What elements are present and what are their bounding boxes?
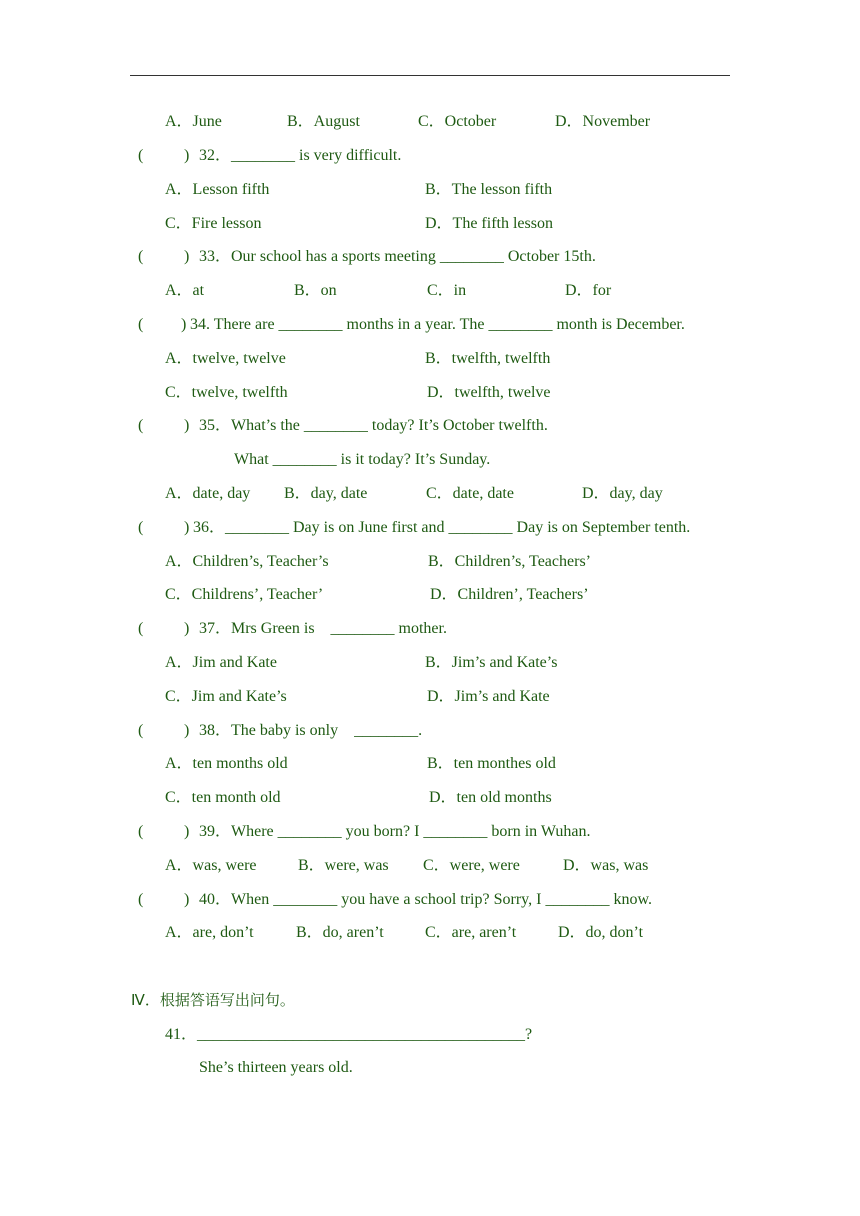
- q34-option-d: D．twelfth, twelve: [427, 384, 551, 401]
- q32-answer-paren-open: (: [138, 147, 144, 164]
- q34-option-b: B．twelfth, twelfth: [425, 350, 551, 367]
- q31-option-a: A．June: [165, 113, 222, 130]
- q41-answer: She’s thirteen years old.: [199, 1059, 353, 1076]
- q33-option-a: A．at: [165, 282, 205, 299]
- q33-answer-paren-open: (: [138, 248, 144, 265]
- q32-question: 32．________ is very difficult.: [199, 147, 402, 164]
- q36-answer-paren-close: ): [184, 519, 190, 536]
- q36-option-c: C．Childrens’, Teacher’: [165, 586, 324, 603]
- q37-option-b: B．Jim’s and Kate’s: [425, 654, 558, 671]
- q39-answer-paren-open: (: [138, 823, 144, 840]
- q34-option-c: C．twelve, twelfth: [165, 384, 288, 401]
- q32-option-c: C．Fire lesson: [165, 215, 262, 232]
- q40-question: 40．When ________ you have a school trip? Sorry, I ________ know.: [199, 891, 652, 908]
- q36-option-a: A．Children’s, Teacher’s: [165, 553, 329, 570]
- q35-answer-paren-close: ): [184, 417, 190, 434]
- q34-answer-paren-close: ): [181, 316, 187, 333]
- q31-option-d: D．November: [555, 113, 651, 130]
- q40-option-a: A．are, don’t: [165, 924, 254, 941]
- q37-answer-paren-open: (: [138, 620, 144, 637]
- q40-option-d: D．do, don’t: [558, 924, 644, 941]
- q37-option-d: D．Jim’s and Kate: [427, 688, 550, 705]
- q40-answer-paren-open: (: [138, 891, 144, 908]
- header-rule: [130, 75, 730, 76]
- q33-option-c: C．in: [427, 282, 467, 299]
- q35-answer-paren-open: (: [138, 417, 144, 434]
- q32-option-b: B．The lesson fifth: [425, 181, 553, 198]
- q38-option-a: A．ten months old: [165, 755, 288, 772]
- q38-option-b: B．ten monthes old: [427, 755, 556, 772]
- q36-question: 36．________ Day is on June first and ________ Day is on September tenth.: [193, 519, 691, 536]
- q35-option-c: C．date, date: [426, 485, 514, 502]
- q38-option-d: D．ten old months: [429, 789, 552, 806]
- q37-question: 37．Mrs Green is ________ mother.: [199, 620, 447, 637]
- q35-option-d: D．day, day: [582, 485, 663, 502]
- q32-option-a: A．Lesson fifth: [165, 181, 270, 198]
- q39-option-c: C．were, were: [423, 857, 520, 874]
- q36-answer-paren-open: (: [138, 519, 144, 536]
- q38-answer-paren-close: ): [184, 722, 190, 739]
- q35-question: 35．What’s the ________ today? It’s October twelfth.: [199, 417, 548, 434]
- q39-question: 39．Where ________ you born? I ________ born in Wuhan.: [199, 823, 591, 840]
- q36-option-b: B．Children’s, Teachers’: [428, 553, 591, 570]
- q32-answer-paren-close: ): [184, 147, 190, 164]
- q38-option-c: C．ten month old: [165, 789, 281, 806]
- q35-question-line2: What ________ is it today? It’s Sunday.: [234, 451, 491, 468]
- q33-question: 33．Our school has a sports meeting ________ October 15th.: [199, 248, 596, 265]
- q34-answer-paren-open: (: [138, 316, 144, 333]
- q39-option-b: B．were, was: [298, 857, 389, 874]
- q36-option-d: D．Children’, Teachers’: [430, 586, 589, 603]
- q35-option-b: B．day, date: [284, 485, 368, 502]
- q32-option-d: D．The fifth lesson: [425, 215, 553, 232]
- q39-option-a: A．was, were: [165, 857, 257, 874]
- q40-option-b: B．do, aren’t: [296, 924, 384, 941]
- q38-question: 38．The baby is only ________.: [199, 722, 423, 739]
- q34-question: 34. There are ________ months in a year. The ________ month is December.: [190, 316, 685, 333]
- q34-option-a: A．twelve, twelve: [165, 350, 286, 367]
- q39-answer-paren-close: ): [184, 823, 190, 840]
- q41-question-blank: 41．_________________________________________?: [165, 1026, 533, 1043]
- q38-answer-paren-open: (: [138, 722, 144, 739]
- q33-answer-paren-close: ): [184, 248, 190, 265]
- q40-option-c: C．are, aren’t: [425, 924, 517, 941]
- q40-answer-paren-close: ): [184, 891, 190, 908]
- q33-option-b: B．on: [294, 282, 337, 299]
- section-4-heading: Ⅳ．根据答语写出问句。: [131, 991, 295, 1009]
- q33-option-d: D．for: [565, 282, 612, 299]
- q31-option-c: C．October: [418, 113, 497, 130]
- q35-option-a: A．date, day: [165, 485, 251, 502]
- q39-option-d: D．was, was: [563, 857, 649, 874]
- q37-option-a: A．Jim and Kate: [165, 654, 277, 671]
- q37-option-c: C．Jim and Kate’s: [165, 688, 287, 705]
- q37-answer-paren-close: ): [184, 620, 190, 637]
- q31-option-b: B．August: [287, 113, 360, 130]
